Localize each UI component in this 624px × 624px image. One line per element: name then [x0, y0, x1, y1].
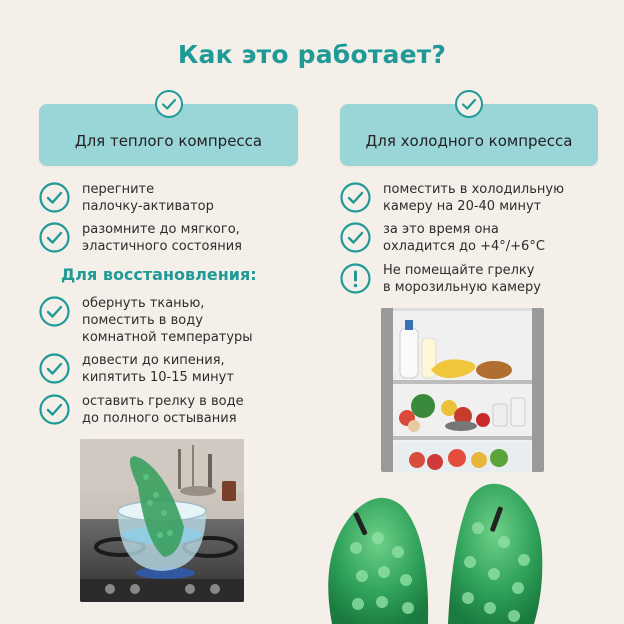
check-circle-icon: [39, 296, 70, 327]
check-circle-icon: [39, 394, 70, 425]
cold-compress-label: Для холодного компресса: [365, 132, 573, 150]
fridge-scene-icon: [381, 308, 544, 472]
check-circle-icon: [340, 182, 371, 213]
check-circle-icon: [455, 90, 483, 118]
exclamation-circle-icon: [340, 263, 371, 294]
insoles-image: [318, 480, 548, 624]
warm-step-1: [39, 181, 214, 215]
restore-step-1-text: обернуть тканью, поместить в воду комнатной температуры: [82, 296, 253, 345]
warm-step-2: [39, 221, 242, 255]
check-circle-icon: [39, 222, 70, 253]
cold-step-1: [340, 181, 564, 215]
restore-title: Для восстановления:: [61, 265, 257, 284]
warm-step-1-text: перегните палочку-активатор: [82, 182, 214, 214]
boiling-pot-photo: [80, 439, 244, 602]
cold-step-3-text: Не помещайте грелку в морозильную камеру: [383, 263, 541, 295]
fridge-photo: [381, 308, 544, 472]
restore-step-2-text: довести до кипения, кипятить 10-15 минут: [82, 353, 234, 385]
warm-step-2-text: разомните до мягкого, эластичного состояния: [82, 222, 242, 254]
stove-scene-icon: [80, 439, 244, 602]
restore-step-3-text: оставить грелку в воде до полного остывания: [82, 394, 244, 426]
green-insoles-icon: [318, 480, 548, 624]
cold-step-1-text: поместить в холодильную камеру на 20-40 минут: [383, 182, 565, 214]
cold-step-3: [340, 262, 541, 296]
check-circle-icon: [340, 222, 371, 253]
restore-step-3: [39, 393, 244, 427]
restore-step-2: [39, 352, 234, 386]
cold-step-2-text: за это время она охладится до +4°/+6°С: [383, 222, 545, 254]
page-title: Как это работает?: [177, 40, 447, 69]
cold-compress-card: [340, 104, 598, 166]
check-circle-icon: [39, 353, 70, 384]
check-circle-icon: [39, 182, 70, 213]
warm-compress-label: Для теплого компресса: [74, 132, 263, 150]
check-circle-icon: [155, 90, 183, 118]
cold-step-2: [340, 221, 545, 255]
warm-compress-card: [39, 104, 298, 166]
restore-step-1: [39, 295, 253, 346]
